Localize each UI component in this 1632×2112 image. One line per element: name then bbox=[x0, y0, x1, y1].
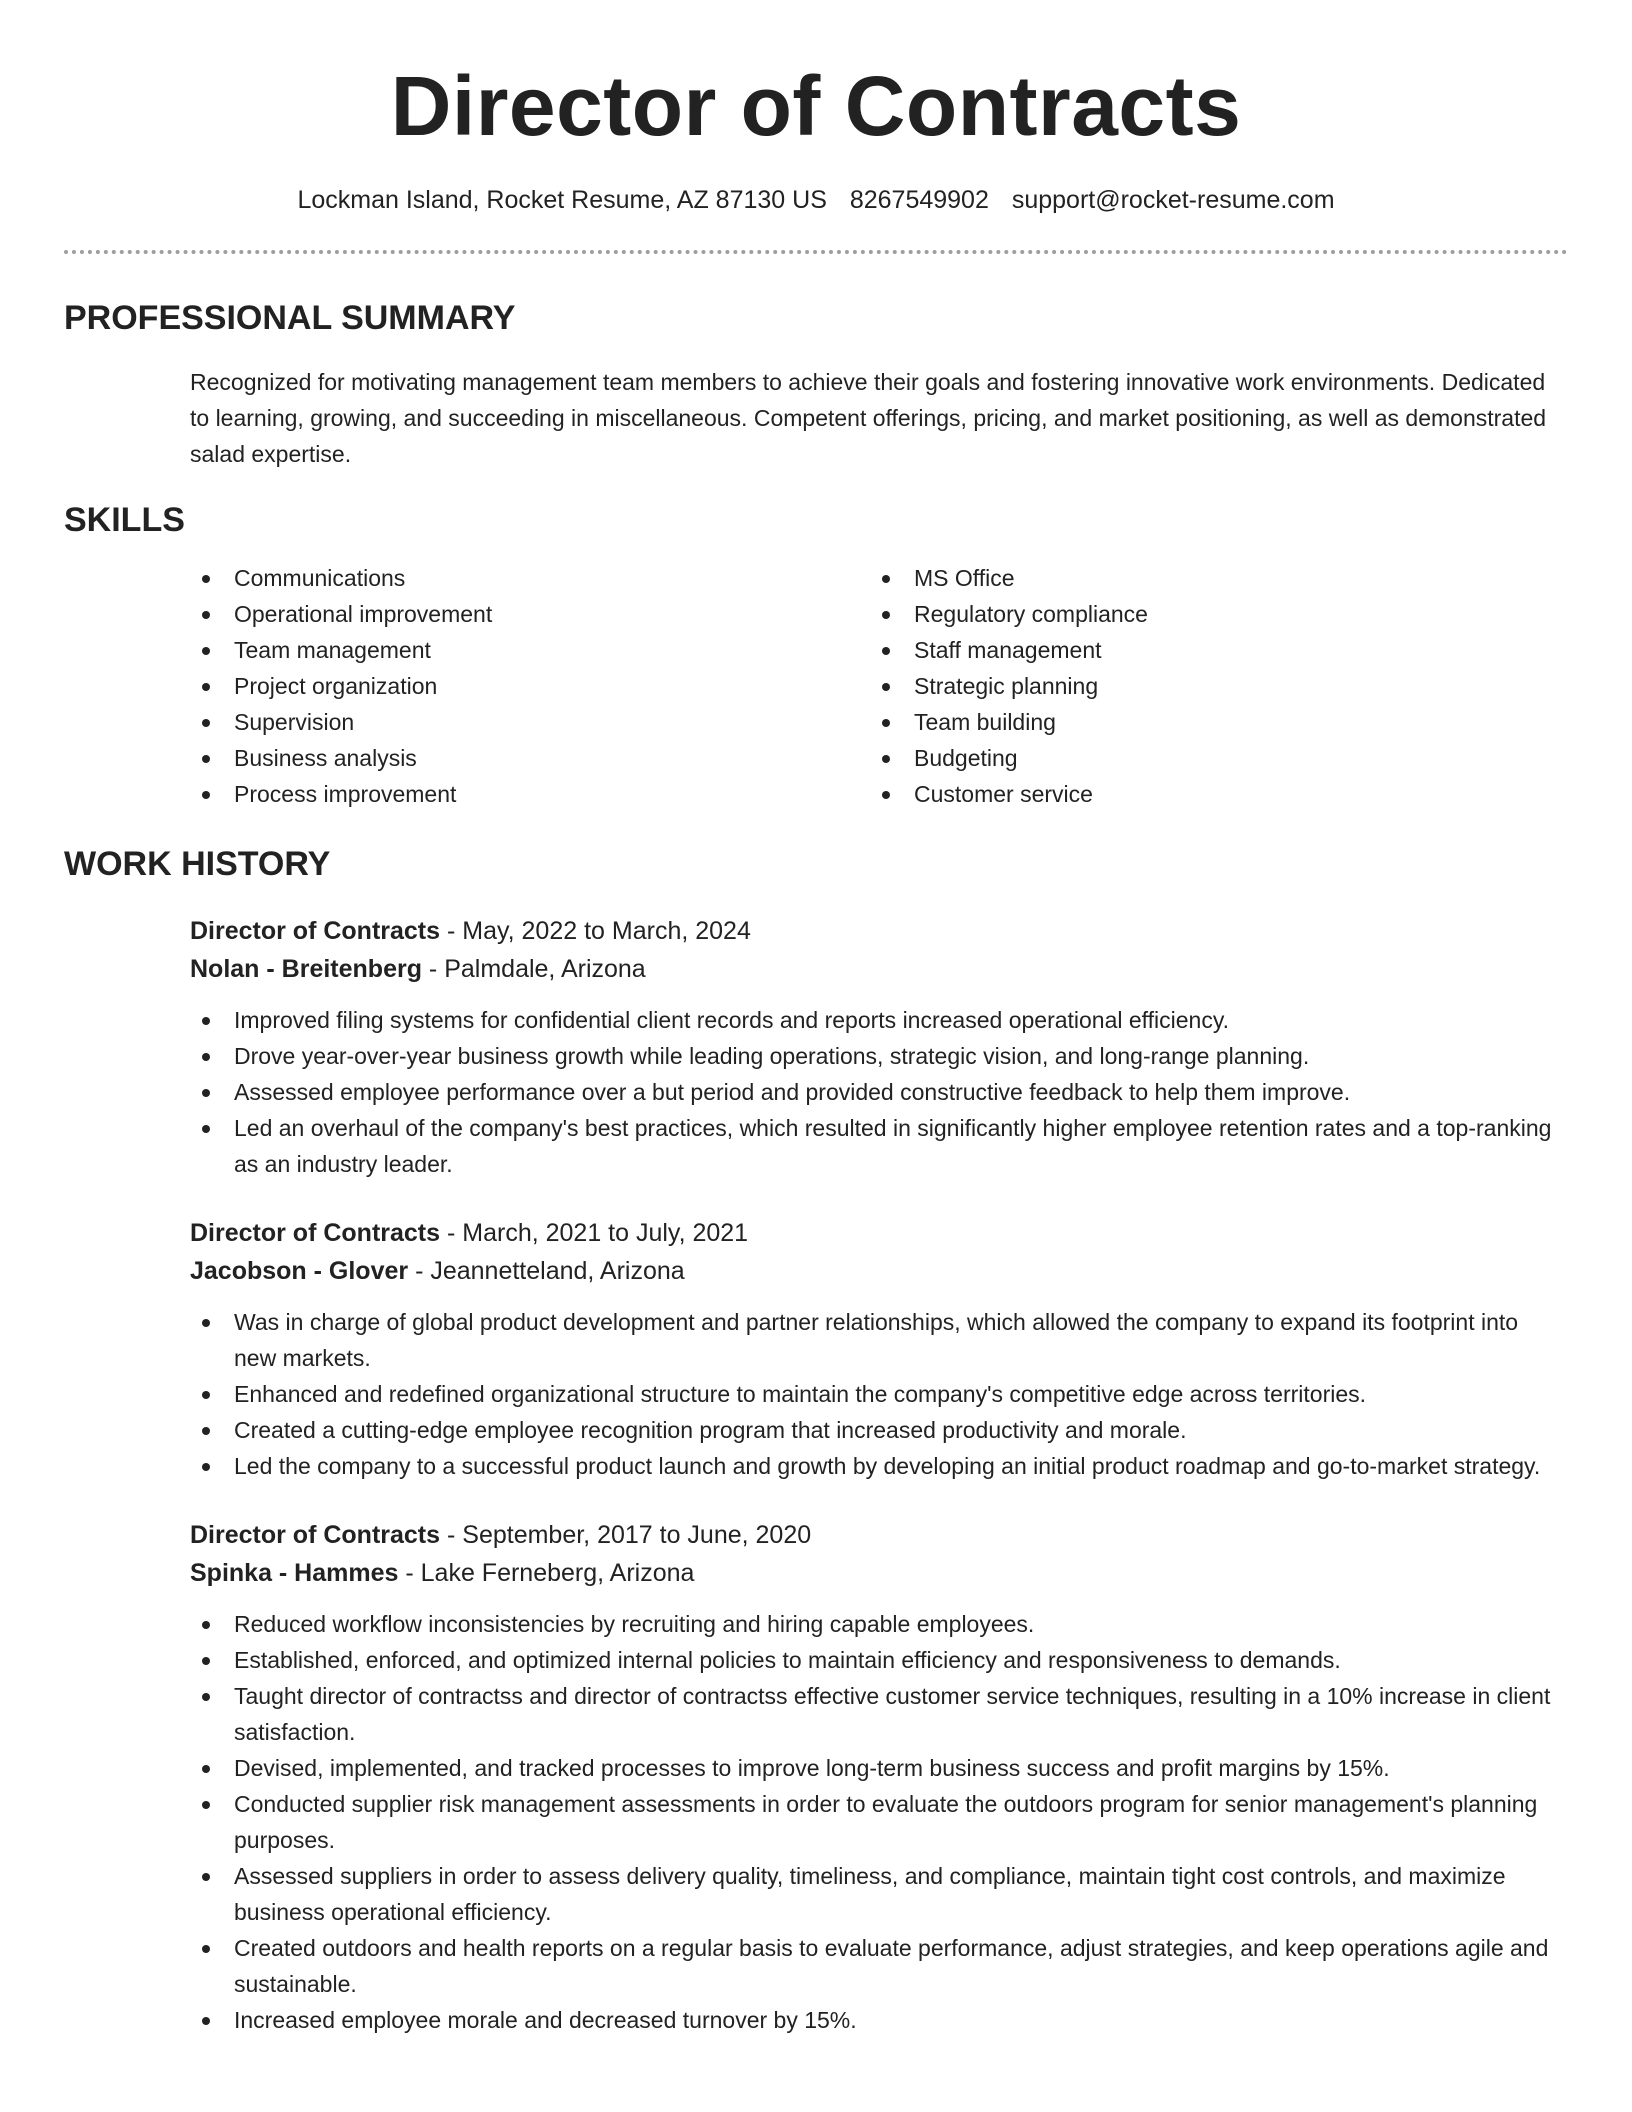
skill-item: Customer service bbox=[870, 776, 1550, 812]
skills-column-right bbox=[870, 560, 1550, 812]
job-bullet: Improved filing systems for confidential client records and reports increased operational efficiency. bbox=[190, 1002, 1560, 1038]
job-bullet: Established, enforced, and optimized internal policies to maintain efficiency and responsiveness to demands. bbox=[190, 1642, 1560, 1678]
skill-item: Operational improvement bbox=[190, 596, 870, 632]
skill-item: Supervision bbox=[190, 704, 870, 740]
job-title: Director of Contracts bbox=[190, 1521, 441, 1549]
job-bullet: Drove year-over-year business growth while leading operations, strategic vision, and long-range planning. bbox=[190, 1038, 1560, 1074]
summary-section bbox=[64, 298, 1568, 472]
job-bullet-list bbox=[190, 1606, 1560, 2038]
resume-page bbox=[64, 0, 1568, 2038]
job-location: Jeannetteland, Arizona bbox=[430, 1257, 685, 1285]
skills-heading: SKILLS bbox=[64, 501, 185, 539]
job-company-line: Nolan - Breitenberg - Palmdale, Arizona bbox=[190, 955, 646, 983]
skills-section bbox=[64, 500, 1568, 812]
work-history-section bbox=[64, 844, 1568, 2038]
skill-item: Team building bbox=[870, 704, 1550, 740]
skill-item: Process improvement bbox=[190, 776, 870, 812]
job-bullet-list bbox=[190, 1002, 1560, 1182]
skills-list bbox=[190, 560, 1568, 812]
job-entry bbox=[190, 912, 1560, 1182]
job-bullet-list bbox=[190, 1304, 1560, 1484]
job-bullet: Conducted supplier risk management assessments in order to evaluate the outdoors program for senior management's planning purposes. bbox=[190, 1786, 1560, 1858]
job-dates: May, 2022 to March, 2024 bbox=[462, 917, 751, 945]
job-company: Jacobson - Glover bbox=[190, 1257, 409, 1285]
contact-email: support@rocket-resume.com bbox=[1011, 186, 1335, 214]
job-bullet: Assessed suppliers in order to assess delivery quality, timeliness, and compliance, maintain tight cost controls, and maximize business operational efficiency. bbox=[190, 1858, 1560, 1930]
contact-address: Lockman Island, Rocket Resume, AZ 87130 US bbox=[297, 186, 827, 214]
job-title: Director of Contracts bbox=[190, 917, 441, 945]
job-entry bbox=[190, 1214, 1560, 1484]
job-bullet: Led an overhaul of the company's best practices, which resulted in significantly higher employee retention rates and a top-ranking as an industry leader. bbox=[190, 1110, 1560, 1182]
dotted-divider bbox=[64, 250, 1568, 254]
skill-item: MS Office bbox=[870, 560, 1550, 596]
contact-phone: 8267549902 bbox=[849, 186, 989, 214]
job-bullet: Was in charge of global product development and partner relationships, which allowed the company to expand its footprint into new markets. bbox=[190, 1304, 1560, 1376]
skills-column-left bbox=[190, 560, 870, 812]
contact-line bbox=[64, 184, 1568, 216]
job-location: Palmdale, Arizona bbox=[444, 955, 646, 983]
job-bullet: Reduced workflow inconsistencies by recruiting and hiring capable employees. bbox=[190, 1606, 1560, 1642]
skill-item: Budgeting bbox=[870, 740, 1550, 776]
skill-item: Business analysis bbox=[190, 740, 870, 776]
resume-title: Director of Contracts bbox=[390, 59, 1242, 153]
skill-item: Project organization bbox=[190, 668, 870, 704]
job-title-line: Director of Contracts - May, 2022 to March, 2024 bbox=[190, 917, 751, 945]
job-bullet: Taught director of contractss and director of contractss effective customer service techniques, resulting in a 10% increase in client satisfaction. bbox=[190, 1678, 1560, 1750]
job-title: Director of Contracts bbox=[190, 1219, 441, 1247]
job-bullet: Created outdoors and health reports on a regular basis to evaluate performance, adjust strategies, and keep operations agile and sustainable. bbox=[190, 1930, 1560, 2002]
skill-item: Regulatory compliance bbox=[870, 596, 1550, 632]
job-entry bbox=[190, 1516, 1560, 2038]
job-dates: September, 2017 to June, 2020 bbox=[462, 1521, 812, 1549]
summary-heading: PROFESSIONAL SUMMARY bbox=[64, 299, 516, 337]
job-company: Nolan - Breitenberg bbox=[190, 955, 422, 983]
skill-item: Strategic planning bbox=[870, 668, 1550, 704]
job-location: Lake Ferneberg, Arizona bbox=[420, 1559, 695, 1587]
job-title-line: Director of Contracts - September, 2017 to June, 2020 bbox=[190, 1521, 812, 1549]
job-company: Spinka - Hammes bbox=[190, 1559, 399, 1587]
work-history-heading: WORK HISTORY bbox=[64, 845, 331, 883]
job-title-line: Director of Contracts - March, 2021 to July, 2021 bbox=[190, 1219, 749, 1247]
job-company-line: Jacobson - Glover - Jeannetteland, Arizona bbox=[190, 1257, 685, 1285]
job-bullet: Led the company to a successful product launch and growth by developing an initial product roadmap and go-to-market strategy. bbox=[190, 1448, 1560, 1484]
job-bullet: Assessed employee performance over a but period and provided constructive feedback to help them improve. bbox=[190, 1074, 1560, 1110]
job-bullet: Devised, implemented, and tracked processes to improve long-term business success and profit margins by 15%. bbox=[190, 1750, 1560, 1786]
job-company-line: Spinka - Hammes - Lake Ferneberg, Arizona bbox=[190, 1559, 695, 1587]
skill-item: Team management bbox=[190, 632, 870, 668]
job-bullet: Enhanced and redefined organizational structure to maintain the company's competitive edge across territories. bbox=[190, 1376, 1560, 1412]
job-bullet: Created a cutting-edge employee recognition program that increased productivity and morale. bbox=[190, 1412, 1560, 1448]
summary-text: Recognized for motivating management team members to achieve their goals and fostering innovative work environments. Dedicated to learning, growing, and succeeding in miscellaneous. Competent offerings, pricing, and market positioning, as well as demonstrated salad expertise. bbox=[190, 369, 1547, 467]
job-bullet: Increased employee morale and decreased turnover by 15%. bbox=[190, 2002, 1560, 2038]
skill-item: Communications bbox=[190, 560, 870, 596]
skill-item: Staff management bbox=[870, 632, 1550, 668]
job-dates: March, 2021 to July, 2021 bbox=[462, 1219, 749, 1247]
